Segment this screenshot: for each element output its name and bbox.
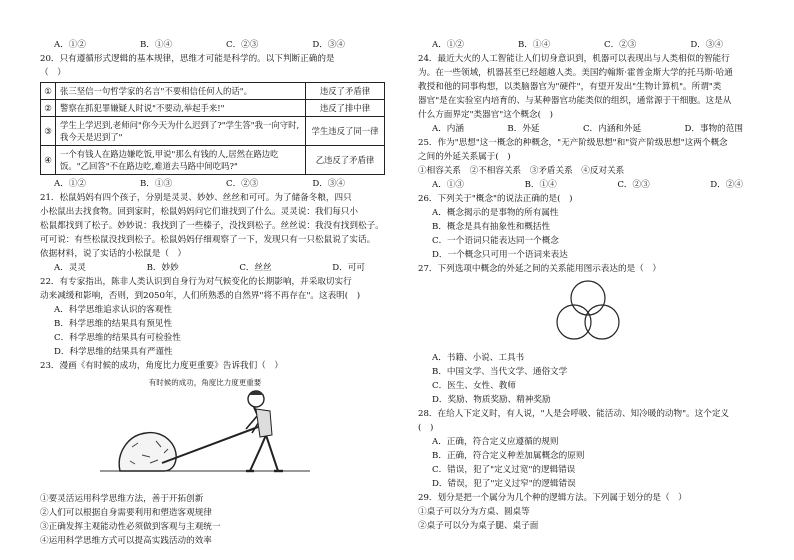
row-text: 学生上学迟到,老师问"你今天为什么迟到了?"学生答"我一向守时,我今天是迟到了"	[56, 117, 306, 146]
q23-item-3: ③正确发挥主观能动性必须做到客观与主观统一	[40, 522, 221, 532]
option: B．①③	[139, 179, 173, 189]
q22-option-d: D．科学思维的结果具有严谨性	[54, 347, 173, 357]
option: B．①④	[139, 40, 173, 50]
option: A．灵灵	[54, 263, 86, 273]
option: C．②③	[617, 180, 650, 190]
q26-option-d: D．一个概念只可用一个语词来表达	[432, 250, 568, 260]
q21-stem-cont: 小松鼠出去找食物。回到家时，松鼠妈妈问它们谁找到了什么。灵灵说：我们每只小	[40, 207, 358, 217]
q29-stem: 29．划分是把一个属分为几个种的逻辑方法。下列属于划分的是（ ）	[418, 493, 687, 503]
q22-stem: 22．有专家指出，陈非人类认识到自身行为对气候变化的长期影响，并采取切实行	[40, 277, 352, 287]
q23-stem: 23．漫画《有时候的成功，角度比力度更重要》告诉我们（ ）	[40, 361, 283, 371]
row-verdict: 违反了排中律	[306, 100, 385, 117]
q26-option-a: A．概念揭示的是事物的所有属性	[432, 208, 559, 218]
q23-item-4: ④运用科学思维方式可以提高实践活动的效率	[40, 536, 212, 546]
option: A．①②	[54, 179, 86, 189]
q27-stem: 27．下列选项中概念的外延之间的关系能用图示表达的是（ ）	[418, 264, 661, 274]
q20-stem-cont: （ ）	[40, 68, 66, 78]
option: C．内涵和外延	[582, 124, 642, 134]
q24-stem: 24．最近大火的人工智能让人们切身意识到，机器可以表现出与人类相似的智能行	[418, 54, 730, 64]
left-column	[40, 38, 385, 548]
row-number: ①	[41, 83, 56, 100]
row-text: 张三坚信一句哲学家的名言"不要相信任何人的话"。	[56, 83, 306, 100]
row-verdict: 学生违反了同一律	[306, 117, 385, 146]
option: B．①④	[524, 180, 557, 190]
table-row	[41, 100, 385, 117]
q24-stem-cont: 什么方面界定"类器官"这个概念( )	[418, 110, 553, 120]
row-text: 一个有钱人在路边嫌吃饭,甲说"那么有钱的人,居然在路边吃饭。"乙回答"不在路边吃,难道去马路中间吃吗?"	[56, 146, 306, 175]
option: C．②③	[226, 40, 259, 50]
option: C．②③	[226, 179, 259, 189]
q29-item-2: ②桌子可以分为桌子腿、桌子面	[418, 521, 539, 531]
q24-stem-cont: 器官"是在实验室内培育的、与某种器官功能类似的组织，通常源于干细胞。这是从	[418, 96, 732, 106]
cartoon-caption: 有时候的成功，角度比力度更重要	[148, 378, 262, 387]
q25-stem: 25．作为"思想"这一概念的种概念，"无产阶级思想"和"资产阶级思想"这两个概念	[418, 138, 728, 148]
q23-item-1: ①要灵活运用科学思维方法，善于开拓创新	[40, 494, 204, 504]
q21-stem: 21．松鼠妈妈有四个孩子，分别是灵灵、妙妙、丝丝和可可。为了储备冬粮，四只	[40, 193, 352, 203]
row-number: ②	[41, 100, 56, 117]
row-text: 警察在抓犯罪嫌疑人时说"不要动,举起手来!"	[56, 100, 306, 117]
q21-stem-cont: 松鼠都找到了松子。妙妙说：我找到了一些榛子，没找到松子。丝丝说：我没有找到松子。	[40, 221, 384, 231]
option: B．①④	[517, 40, 551, 50]
q22-option-b: B．科学思维的结果具有预见性	[54, 319, 173, 329]
person-with-lever-icon	[162, 391, 283, 471]
q20-options	[40, 177, 385, 191]
q24-stem-cont: 教授和他的同事构想，以类脑器官为"硬件"，有望开发出"生物计算机"。所谓"类	[418, 82, 722, 92]
q26-option-b: B．概念是具有抽象性和概括性	[432, 222, 551, 232]
option: A．①②	[432, 40, 464, 50]
q24-stem-cont: 为。在一些领域，机器甚至已经超越人类。美国约翰斯·霍普金斯大学的托马斯·哈通	[418, 68, 733, 78]
q28-option-a: A．正确，符合定义应遵循的规则	[432, 437, 559, 447]
option: A．①③	[432, 180, 464, 190]
venn-circle-top	[571, 281, 605, 315]
q20-table	[40, 82, 385, 175]
row-verdict: 违反了矛盾律	[306, 83, 385, 100]
option: D．③④	[312, 179, 345, 189]
cartoon-illustration	[80, 375, 330, 485]
q27-option-d: D．奖励、物质奖励、精神奖励	[432, 395, 551, 405]
q29-item-1: ①桌子可以分为方桌、圆桌等	[418, 507, 530, 517]
q27-option-b: B．中国文学、当代文学、通俗文学	[432, 367, 568, 377]
q28-option-d: D．错误，犯了"定义过窄"的逻辑错误	[432, 479, 576, 489]
q28-option-c: C．错误，犯了"定义过宽"的逻辑错误	[432, 465, 576, 475]
option: B．外延	[507, 124, 540, 134]
option: A．①②	[54, 40, 86, 50]
q23-item-2: ②人们可以根据自身需要利用和塑造客观规律	[40, 508, 212, 518]
row-verdict: 乙违反了矛盾律	[306, 146, 385, 175]
option: C．丝丝	[239, 263, 272, 273]
q23-options	[418, 38, 763, 52]
row-number: ④	[41, 146, 56, 175]
option: A．内涵	[432, 124, 464, 134]
q24-options	[418, 122, 763, 136]
q22-option-a: A．科学思维追求认识的客观性	[54, 305, 172, 315]
option: D．③④	[690, 40, 723, 50]
q21-stem-cont: 可可说：有些松鼠没找到松子。松鼠妈妈仔细观察了一下，发现只有一只松鼠说了实话。	[40, 235, 376, 245]
q21-stem-cont: 依据材料，说了实话的小松鼠是（ ）	[40, 249, 187, 259]
q21-options	[40, 261, 385, 275]
option: C．②③	[604, 40, 637, 50]
q26-stem: 26．下列关于"概念"的说法正确的是( )	[418, 194, 573, 204]
q25-stem-cont: 之间的外延关系属于( )	[418, 152, 511, 162]
q19-options	[40, 38, 385, 52]
q22-option-c: C．科学思维的结果具有可检验性	[54, 333, 181, 343]
boulder-icon	[119, 433, 176, 471]
q20-stem: 20．只有遵循形式逻辑的基本规律，思维才可能是科学的。以下判断正确的是	[40, 54, 335, 64]
table-row	[41, 117, 385, 146]
q28-option-b: B．正确，符合定义种差加属概念的原则	[432, 451, 585, 461]
option: D．事物的范围	[684, 124, 743, 134]
option: D．②④	[710, 180, 743, 190]
option: D．可可	[332, 263, 365, 273]
q26-option-c: C．一个语词只能表达同一个概念	[432, 236, 559, 246]
q27-option-c: C．医生、女性、教师	[432, 381, 516, 391]
table-row	[41, 146, 385, 175]
venn-diagram	[528, 278, 648, 344]
row-number: ③	[41, 117, 56, 146]
option: D．③④	[312, 40, 345, 50]
q28-stem-cont: ( )	[418, 423, 434, 433]
q27-option-a: A．书籍、小说、工具书	[432, 353, 525, 363]
table-row	[41, 83, 385, 100]
right-column	[418, 38, 763, 533]
q22-stem-cont: 动来减缓和影响，否则，到2050年，人们所熟悉的自然界"将不再存在"。这表明( )	[40, 291, 361, 301]
option: B．妙妙	[146, 263, 179, 273]
q28-stem: 28．在给人下定义时，有人说，"人是会呼吸、能活动、知冷暖的动物"。这个定义	[418, 409, 730, 419]
q25-options	[418, 178, 763, 192]
q25-items: ①相容关系 ②不相容关系 ③矛盾关系 ④反对关系	[418, 166, 625, 176]
venn-circle-left	[557, 305, 591, 339]
venn-circle-right	[585, 305, 619, 339]
